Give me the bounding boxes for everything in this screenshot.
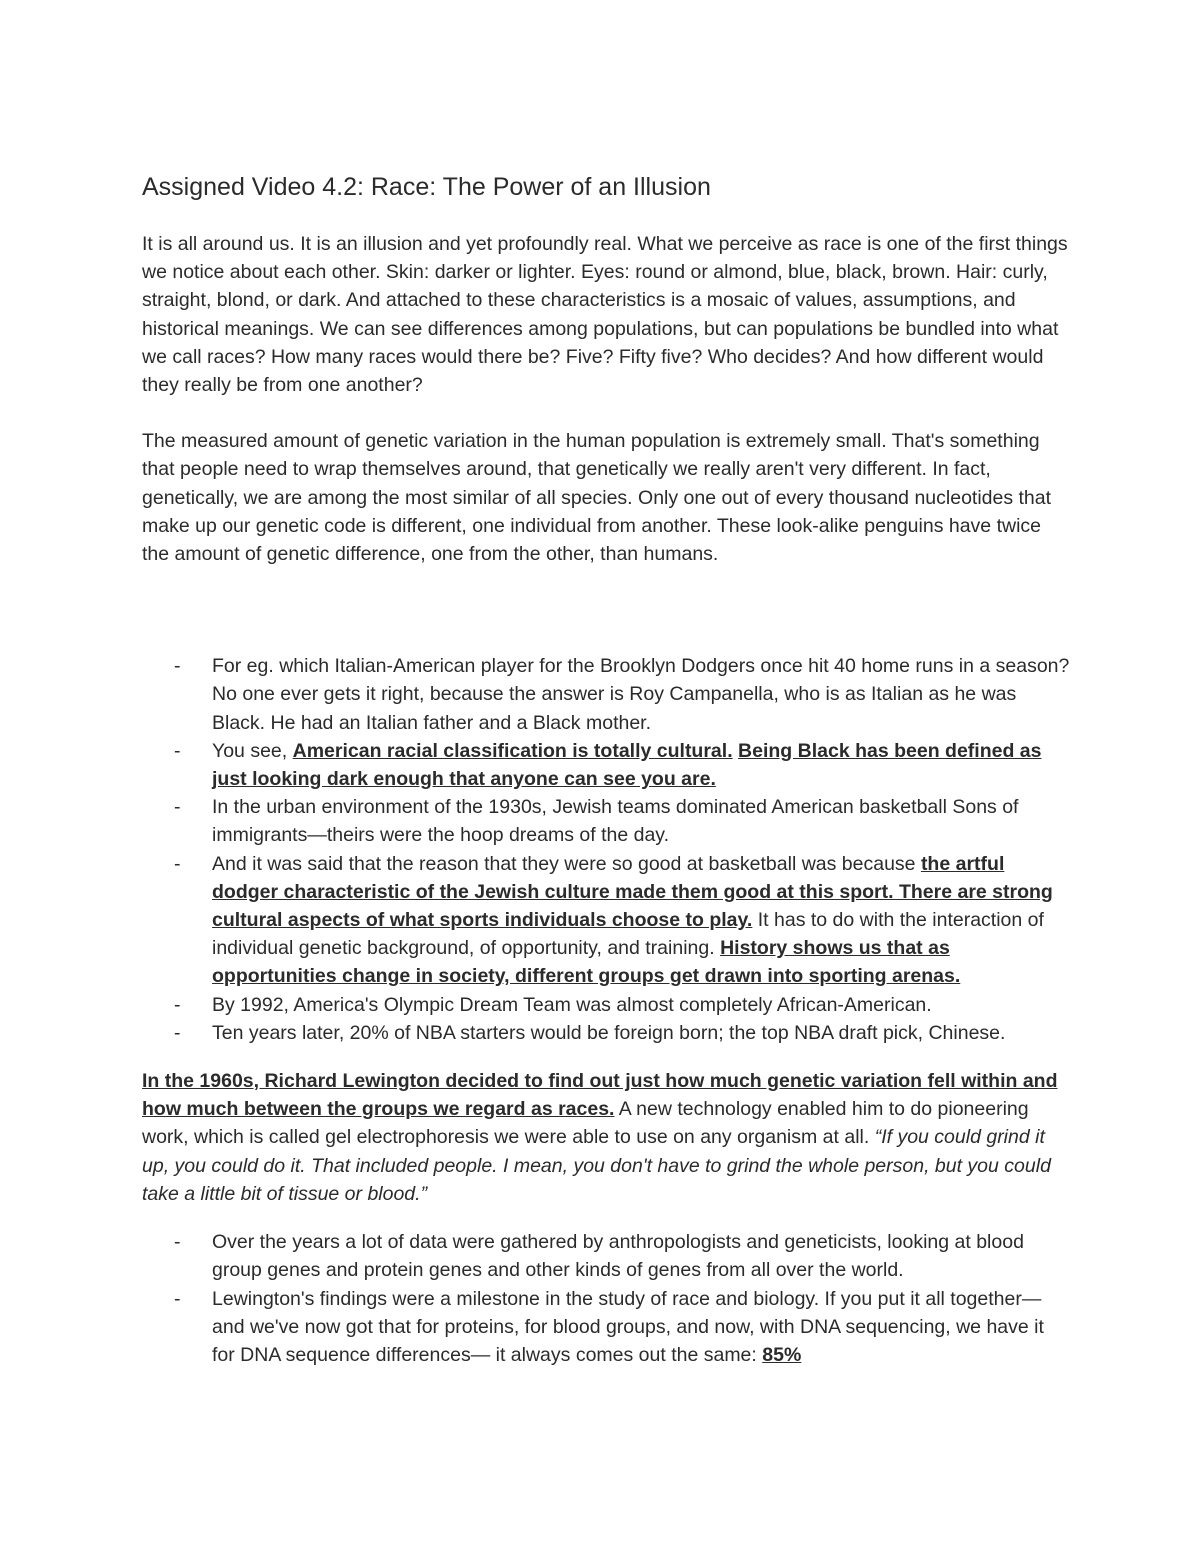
intro-paragraph: It is all around us. It is an illusion and yet profoundly real. What we perceive as race is one of the first things we notice about each other. Skin: darker or lighter. Eyes: round or almond, blue, black, brown. Hair: curly, straight, blond, or dark. And attached to these characteristics is a mosaic of values, assumptions, and historical meanings. We can see differences among populations, but can populations be bundled into what we call races? How many races would there be? Five? Fifty five? Who decides? And how different would they really be from one another? [142, 233, 1068, 397]
lewington-paragraph: In the 1960s, Richard Lewington decided to find out just how much genetic variation fell within and how much between the groups we regard as races. A new technology enabled him to do pioneering work, which is called gel electrophoresis we were able to use on any organism at all. “If you could grind it up, you could do it. That included people. I mean, you don't have to grind the whole person, but you could take a little bit of tissue or blood.” [142, 1070, 1058, 1205]
highlight-text: History shows us that as opportunities change in society, different groups get drawn into sporting arenas. [212, 937, 961, 988]
list-item: - You see, American racial classification is totally cultural. Being Black has been defined as just looking dark enough that anyone can see you are. [142, 737, 1072, 793]
highlight-text: American racial classification is totally cultural. [292, 739, 733, 762]
list-item: - Lewington's findings were a milestone in the study of race and biology. If you put it all together—and we've now got that for proteins, for blood groups, and now, with DNA sequencing, we have it for DNA sequence differences— it always comes out the same: 85% [142, 1285, 1072, 1370]
list-item: - By 1992, America's Olympic Dream Team was almost completely African-American. [142, 991, 1072, 1019]
quote-text: “If you could grind it up, you could do it. That included people. I mean, you don't have to grind the whole person, but you could take a little bit of tissue or blood.” [142, 1126, 1051, 1205]
genetic-variation-paragraph: The measured amount of genetic variation in the human population is extremely small. That's something that people need to wrap themselves around, that genetically we really aren't very different. In fact, genetically, we are among the most similar of all species. Only one out of every thousand nucleotides that make up our genetic code is different, one individual from another. These look-alike penguins have twice the amount of genetic difference, one from the other, than humans. [142, 430, 1052, 566]
document-body [142, 170, 1072, 1369]
findings-bullet-list [142, 1228, 1072, 1369]
list-item: - In the urban environment of the 1930s, Jewish teams dominated American basketball Sons of immigrants—theirs were the hoop dreams of the day. [142, 793, 1072, 849]
list-item: - And it was said that the reason that they were so good at basketball was because the artful dodger characteristic of the Jewish culture made them good at this sport. There are strong cultural aspects of what sports individuals choose to play. It has to do with the interaction of individual genetic background, of opportunity, and training. History shows us that as opportunities change in society, different groups get drawn into sporting arenas. [142, 850, 1072, 991]
document-title: Assigned Video 4.2: Race: The Power of an Illusion [142, 173, 711, 201]
list-item: - Over the years a lot of data were gathered by anthropologists and geneticists, looking at blood group genes and protein genes and other kinds of genes from all over the world. [142, 1228, 1072, 1284]
highlight-text: the artful dodger characteristic of the Jewish culture made them good at this sport. There are strong cultural aspects of what sports individuals choose to play. [212, 852, 1053, 932]
list-item: - Ten years later, 20% of NBA starters would be foreign born; the top NBA draft pick, Chinese. [142, 1019, 1072, 1047]
highlight-text: 85% [762, 1343, 802, 1366]
sports-bullet-list [142, 652, 1072, 1047]
highlight-text: In the 1960s, Richard Lewington decided to find out just how much genetic variation fell within and how much between the groups we regard as races. [142, 1070, 1058, 1121]
list-item: - For eg. which Italian-American player for the Brooklyn Dodgers once hit 40 home runs in a season? No one ever gets it right, because the answer is Roy Campanella, who is as Italian as he was Black. He had an Italian father and a Black mother. [142, 652, 1072, 737]
highlight-text: Being Black has been defined as just looking dark enough that anyone can see you are. [212, 739, 1042, 791]
